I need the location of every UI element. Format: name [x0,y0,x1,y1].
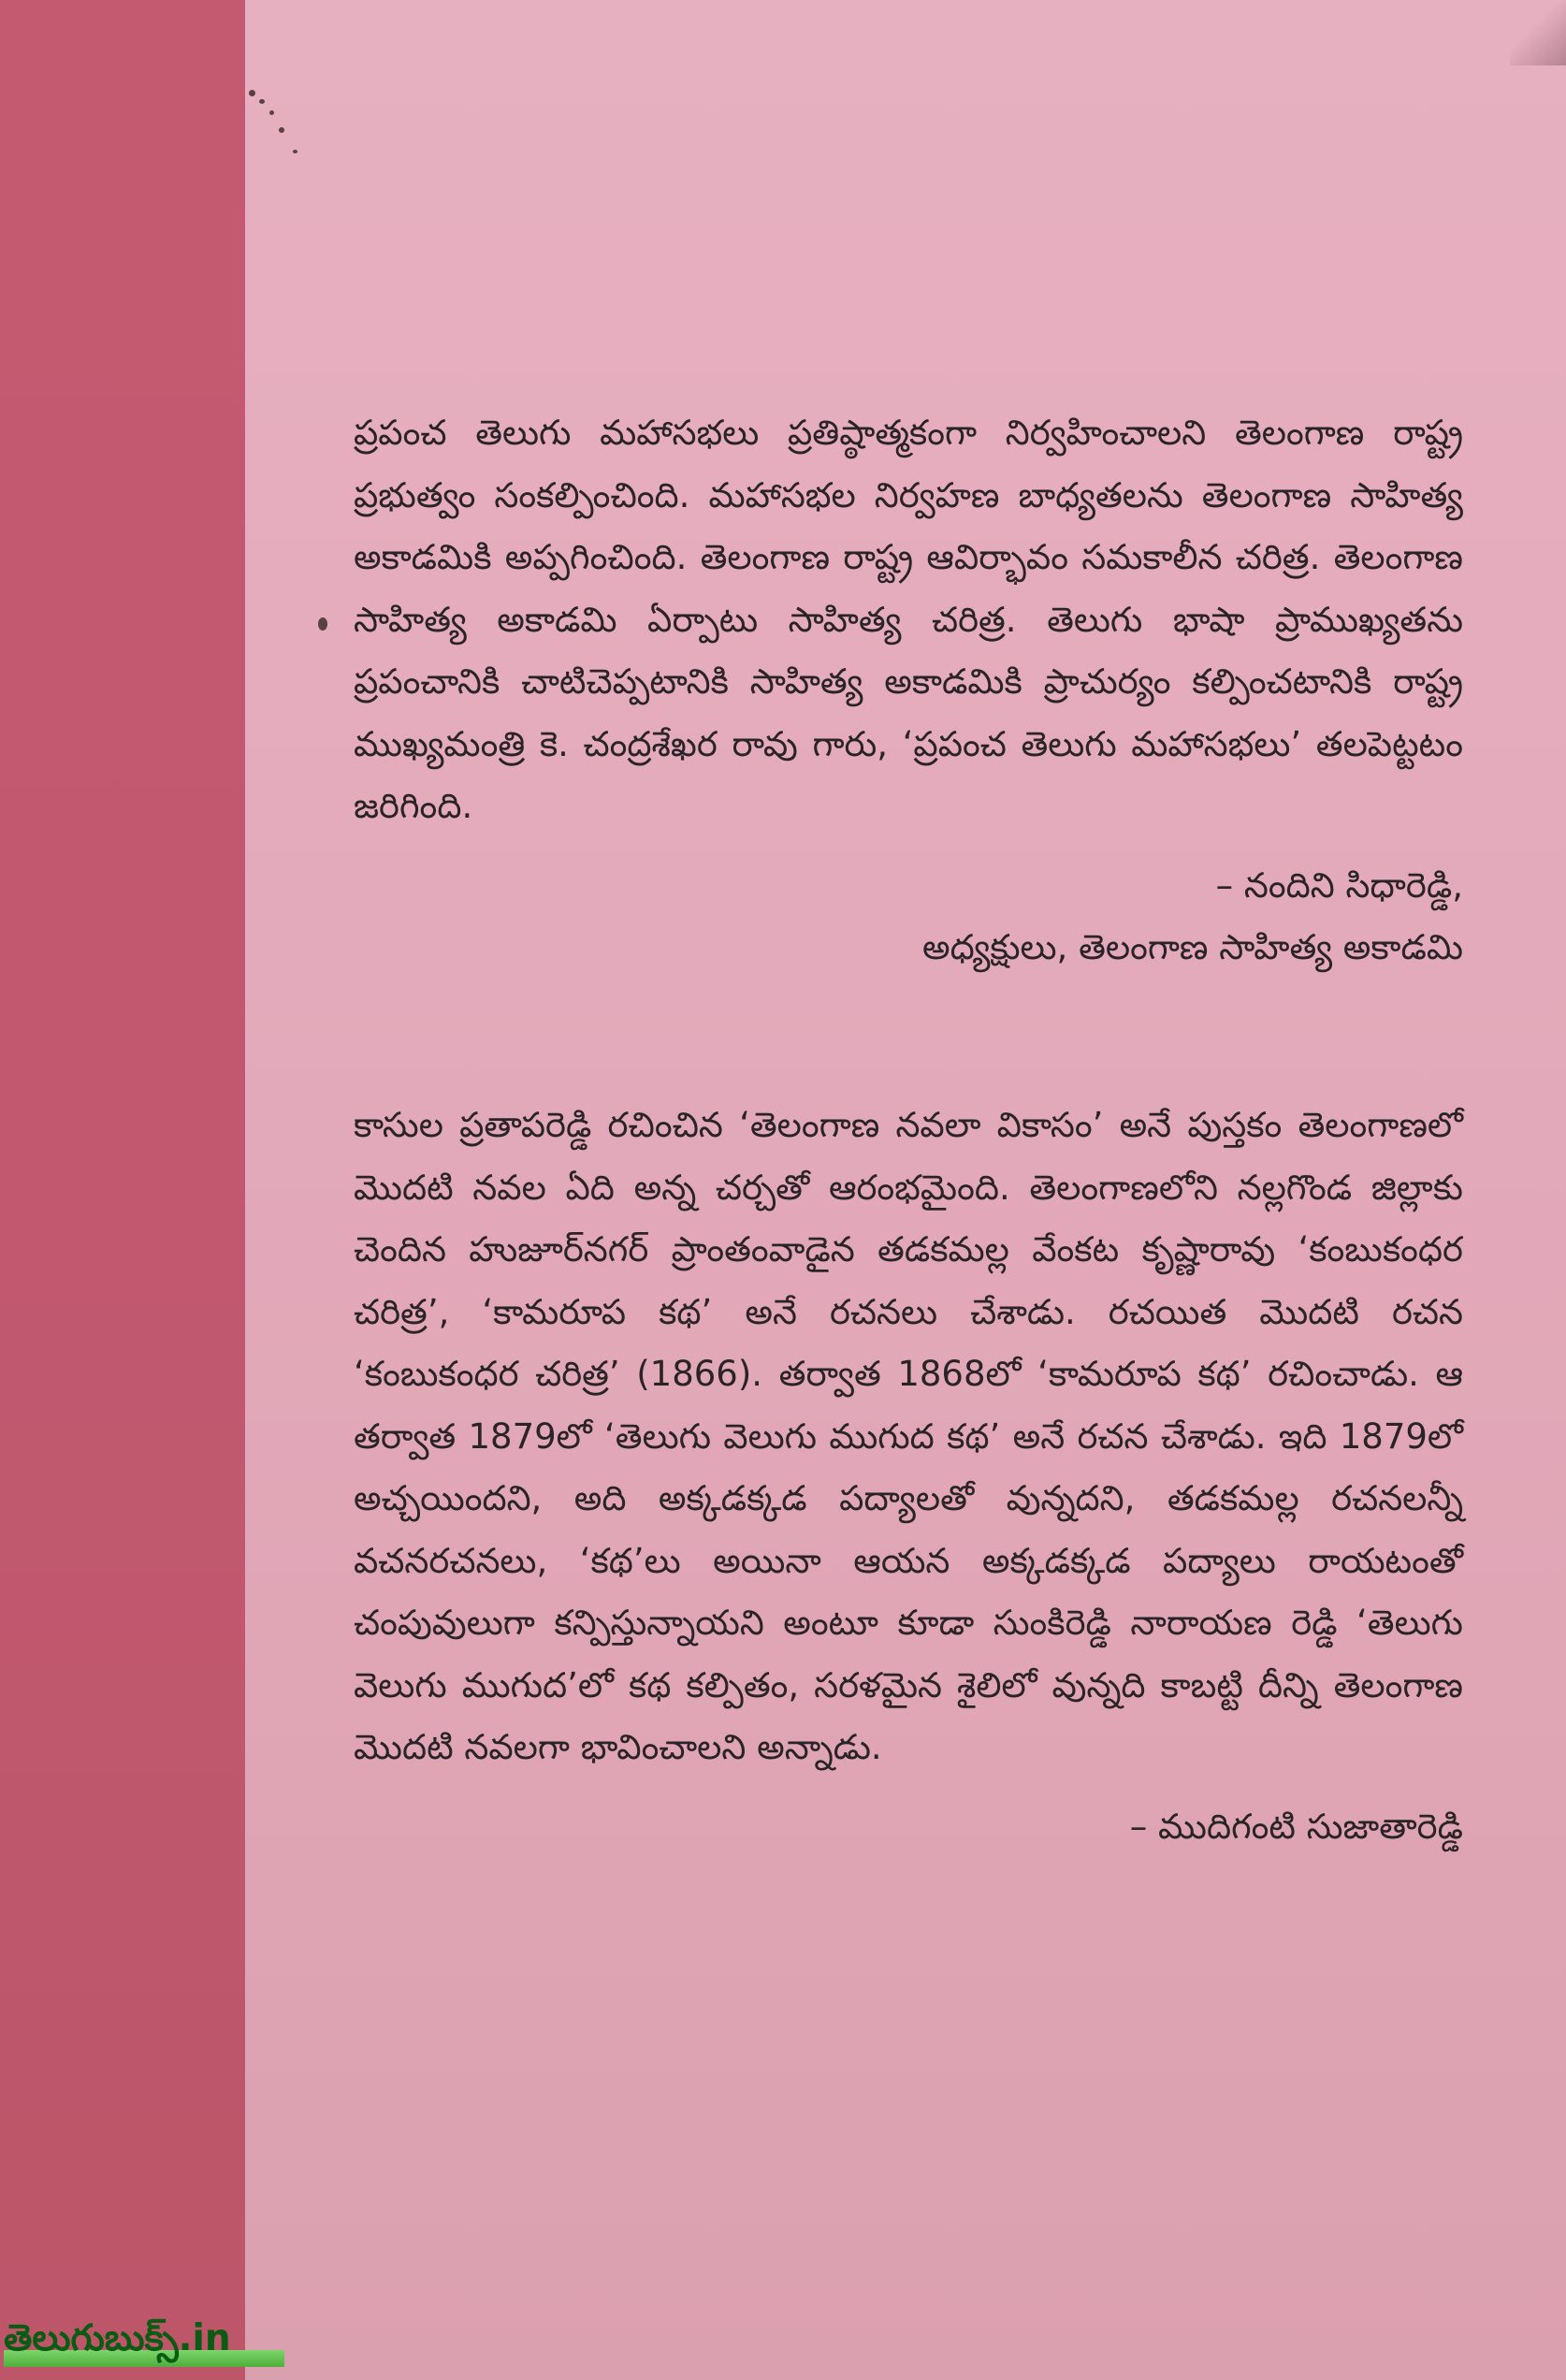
paper-speck [318,617,327,631]
blurb-paragraph: కాసుల ప్రతాపరెడ్డి రచించిన ‘తెలంగాణ నవలా వికాసం’ అనే పుస్తకం తెలంగాణలో మొదటి నవల ఏది అన్న చర్చతో ఆరంభమైంది. తెలంగాణలోని నల్లగొండ జిల్లాకు చెందిన హుజూర్‌నగర్ ప్రాంతంవాడైన తడకమల్ల వేంకట కృష్ణారావు ‘కంబుకంధర చరిత్ర’, ‘కామరూప కథ’ అనే రచనలు చేశాడు. రచయిత మొదటి రచన ‘కంబుకంధర చరిత్ర’ (1866). తర్వాత 1868లో ‘కామరూప కథ’ రచించాడు. ఆ తర్వాత 1879లో ‘తెలుగు వెలుగు ముగుద కథ’ అనే రచన చేశాడు. ఇది 1879లో అచ్చయిందని, అది అక్కడక్కడ పద్యాలతో వున్నదని, తడకమల్ల రచనలన్నీ వచనరచనలు, ‘కథ’లు అయినా ఆయన అక్కడక్కడ పద్యాలు రాయటంతో చంపువులుగా కన్పిస్తున్నాయని అంటూ కూడా సుంకిరెడ్డి నారాయణ రెడ్డి ‘తెలుగు వెలుగు ముగుద’లో కథ కల్పితం, సరళమైన శైలిలో వున్నది కాబట్టి దీన్ని తెలంగాణ మొదటి నవలగా భావించాలని అన్నాడు. [354,1105,1463,1767]
paper-speck [279,127,284,133]
paper-speck [259,99,265,104]
site-watermark-logo: తెలుగుబుక్స్.in [4,2311,284,2367]
corner-wear [1510,0,1566,65]
paper-speck [249,90,255,96]
cover-spine-strip [0,0,245,2380]
blurb-attribution [354,855,1463,979]
blurb-paragraph: ప్రపంచ తెలుగు మహాసభలు ప్రతిష్ఠాత్మకంగా నిర్వహించాలని తెలంగాణ రాష్ట్ర ప్రభుత్వం సంకల్పించింది. మహాసభల నిర్వహణ బాధ్యతలను తెలంగాణ సాహిత్య అకాడమికి అప్పగించింది. తెలంగాణ రాష్ట్ర ఆవిర్భావం సమకాలీన చరిత్ర. తెలంగాణ సాహిత్య అకాడమి ఏర్పాటు సాహిత్య చరిత్ర. తెలుగు భాషా ప్రాముఖ్యతను ప్రపంచానికి చాటిచెప్పటానికి సాహిత్య అకాడమికి ప్రాచుర్యం కల్పించటానికి రాష్ట్ర ముఖ్యమంత్రి కె. చంద్రశేఖర రావు గారు, ‘ప్రపంచ తెలుగు మహాసభలు’ తలపెట్టటం జరిగింది. [354,413,1463,826]
attribution-author: – నందిని సిధారెడ్డి, [1215,864,1463,906]
paper-speck [269,110,274,115]
blurb-attribution [354,1796,1463,1858]
blurb-passage-second [354,1095,1463,1858]
paper-speck [293,150,297,153]
blurb-passage-first [354,402,1463,979]
attribution-role: అధ్యక్షులు, తెలంగాణ సాహిత్య అకాడమి [922,926,1463,967]
attribution-author: – ముదిగంటి సుజాతారెడ్డి [1129,1806,1463,1847]
